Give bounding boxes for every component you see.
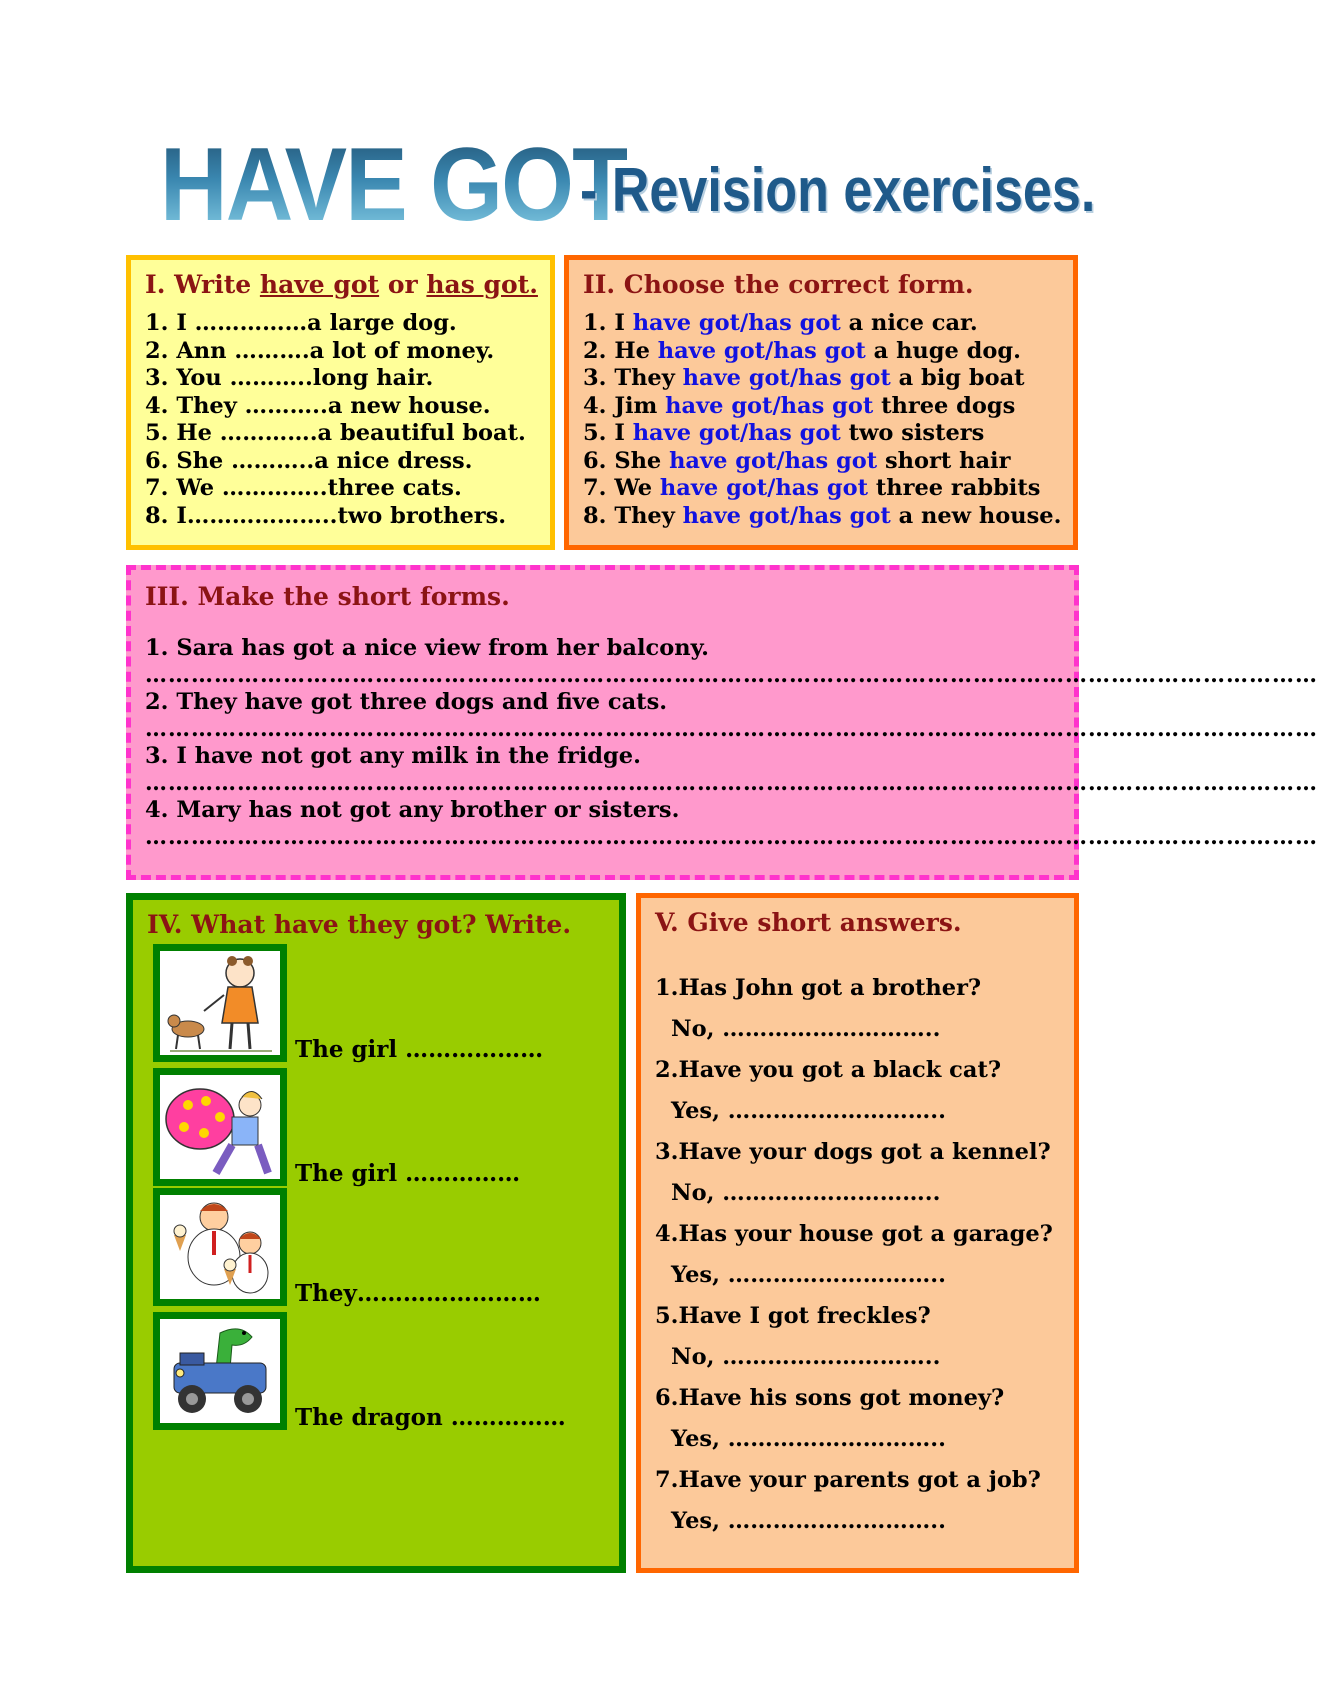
title-sub: - Revision exercises. [580,156,1096,225]
item-text: short hair [877,447,1011,474]
answer-line: Yes, ……………………….. [671,1508,946,1534]
item-text: 6. She [583,447,670,474]
list-item: 8. I………………..two brothers. [145,502,507,529]
picture-caption: They…………………… [295,1280,541,1307]
list-item [583,475,1059,503]
ex1-title-has: has got. [426,270,538,299]
exercise-1-title [145,270,536,300]
answer-line: ……………………………………………………………………………………………………………………………………… [145,770,1318,796]
answer-line: ……………………………………………………………………………………………………………………………………… [145,662,1318,688]
item-text: a huge dog. [865,337,1021,364]
item-text: a nice car. [840,310,978,336]
exercise-1-list [145,310,536,530]
list-item: 4. They ………..a new house. [145,392,491,419]
list-item: 4. Mary has not got any brother or sisters. [145,797,680,823]
list-item [583,365,1059,393]
exercise-5 [636,893,1079,1573]
question: 5.Have I got freckles? [655,1303,931,1329]
answer-line: Yes, ……………………….. [671,1426,946,1452]
answer-line: Yes, ……………………….. [671,1098,946,1124]
choice-option: have got/has got [632,310,841,336]
girl-with-dog-picture [153,944,287,1062]
girl-with-balloon-picture [153,1068,287,1186]
list-item: 3. You ………..long hair. [145,365,434,391]
list-item: 6. She ………..a nice dress. [145,447,473,474]
ex1-title-prefix: I. Write [145,270,260,299]
exercise-2-title: II. Choose the correct form. [583,270,974,299]
item-text: two sisters [840,420,985,446]
list-item: 2. They have got three dogs and five cats. [145,689,668,715]
exercise-3-list [145,634,1318,850]
list-item [583,393,1059,421]
answer-line: ……………………………………………………………………………………………………………………………………… [145,716,1318,742]
picture-row [153,944,544,1063]
choice-option: have got/has got [665,392,874,419]
choice-option: have got/has got [659,475,868,501]
picture-caption: The dragon …………… [295,1404,566,1431]
picture-caption: The girl ……………… [295,1036,544,1063]
list-item [583,502,1062,531]
title-main: HAVE GOT [160,127,628,243]
picture-row [153,1188,541,1307]
choice-option: have got/has got [682,502,891,529]
picture-row [153,1068,521,1187]
list-item: 2. Ann ……….a lot of money. [145,337,495,364]
exercise-5-list [655,968,1060,1542]
item-text: 7. We [583,475,660,501]
exercise-4-title: IV. What have they got? Write. [147,910,572,939]
exercise-3 [126,565,1318,880]
ex1-title-or: or [379,270,427,299]
item-text: 4. Jim [583,392,666,419]
answer-line: No, ……………………….. [671,1344,941,1370]
list-item: 7. We …………..three cats. [145,475,462,501]
answer-line: No, ……………………….. [671,1180,941,1206]
item-text: 8. They [583,502,683,529]
picture-caption: The girl …………… [295,1160,521,1187]
list-item: 5. He ………….a beautiful boat. [145,420,526,446]
question: 3.Have your dogs got a kennel? [655,1139,1051,1165]
item-text: three rabbits [868,475,1041,501]
list-item [583,448,1059,476]
choice-option: have got/has got [682,365,891,391]
item-text: three dogs [873,392,1016,419]
worksheet-title [160,125,1096,250]
exercise-5-title: V. Give short answers. [655,908,962,937]
choice-option: have got/has got [632,420,841,446]
item-text: 2. He [583,337,658,364]
item-text: a new house. [890,502,1062,529]
item-text: 1. I [583,310,633,336]
dragon-in-jeep-picture [153,1312,287,1430]
exercise-4 [126,893,626,1573]
two-men-with-ice-cream-picture [153,1188,287,1306]
list-item [583,310,1059,338]
exercise-2-list [583,310,1062,530]
exercise-2 [564,255,1078,550]
question: 1.Has John got a brother? [655,975,982,1001]
question: 2.Have you got a black cat? [655,1057,1002,1083]
ex1-title-have: have got [259,270,380,299]
list-item: 1. I ……………a large dog. [145,310,457,336]
question: 6.Have his sons got money? [655,1385,1005,1411]
exercise-1 [126,255,555,550]
picture-row [153,1312,566,1431]
exercise-3-title: III. Make the short forms. [145,582,510,611]
list-item [583,420,1059,448]
question: 4.Has your house got a garage? [655,1221,1053,1247]
answer-line: No, ……………………….. [671,1016,941,1042]
item-text: 5. I [583,420,633,446]
item-text: 3. They [583,365,683,391]
list-item [583,338,1059,366]
answer-line: ……………………………………………………………………………………………………………………………………… [145,824,1318,850]
item-text: a big boat [890,365,1025,391]
choice-option: have got/has got [669,447,878,474]
list-item: 1. Sara has got a nice view from her balcony. [145,635,709,661]
list-item: 3. I have not got any milk in the fridge. [145,743,641,769]
answer-line: Yes, ……………………….. [671,1262,946,1288]
choice-option: have got/has got [657,337,866,364]
question: 7.Have your parents got a job? [655,1467,1041,1493]
